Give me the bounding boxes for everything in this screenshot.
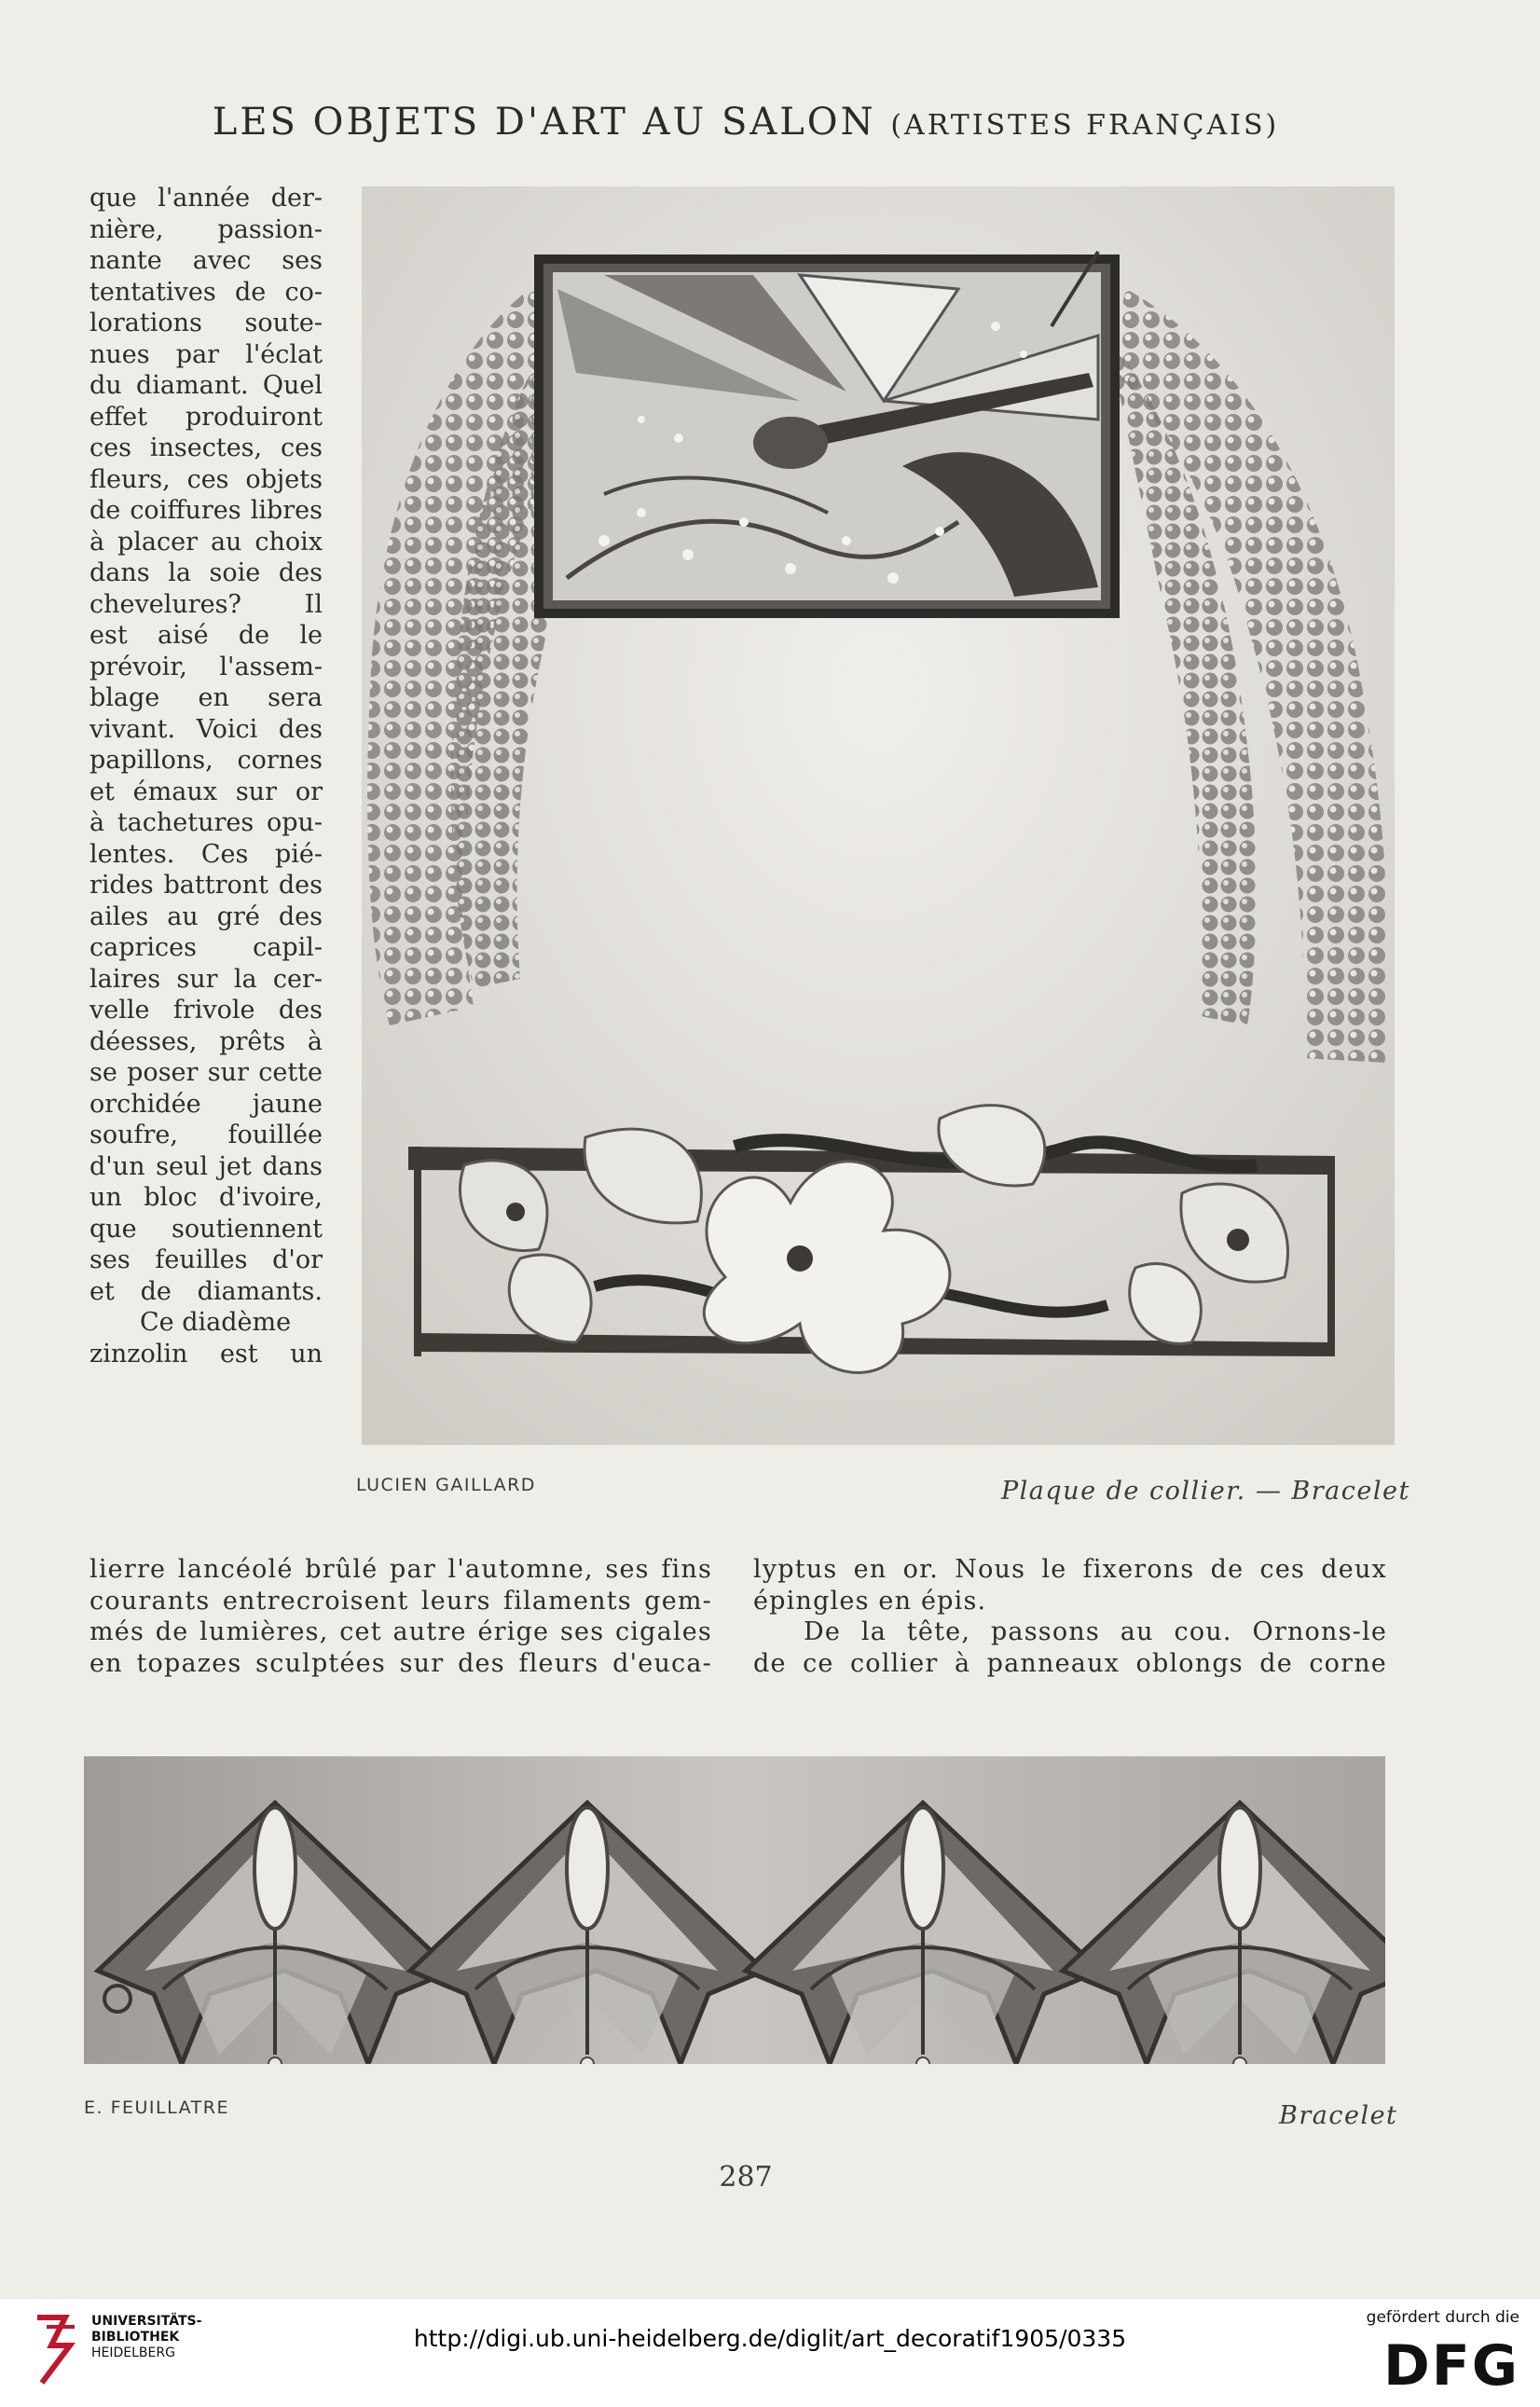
jewelry-photo-top xyxy=(362,186,1395,1445)
text-line: courants entrecroisent leurs filaments gem- xyxy=(89,1586,712,1616)
text-line: se poser sur cette xyxy=(89,1058,323,1087)
library-line1: UNIVERSITÄTS- xyxy=(91,2314,202,2329)
text-line: chevelures? Il xyxy=(89,589,323,619)
figure-top-credit: LUCIEN GAILLARD xyxy=(356,1475,536,1495)
text-line: blage en sera xyxy=(89,683,323,712)
funded-by-text: gefördert durch die xyxy=(1366,2308,1519,2327)
source-url[interactable]: http://digi.ub.uni-heidelberg.de/diglit/art_decoratif1905/0335 xyxy=(413,2325,1127,2352)
text-line: vivant. Voici des xyxy=(89,714,323,744)
text-line: caprices capil- xyxy=(89,933,323,962)
text-line: laires sur la cer- xyxy=(89,964,323,994)
text-line: Ce diadème xyxy=(140,1308,292,1337)
text-line: ailes au gré des xyxy=(89,901,323,931)
text-line: De la tête, passons au cou. Ornons-le xyxy=(804,1617,1387,1646)
page-title-main: LES OBJETS D'ART AU SALON xyxy=(212,101,876,144)
text-line: que soutiennent xyxy=(89,1214,323,1244)
text-line: de ce collier à panneaux oblongs de corne xyxy=(753,1648,1387,1678)
figure-bottom-caption: Bracelet xyxy=(1279,2101,1398,2130)
text-line: est aisé de le xyxy=(89,621,323,650)
text-line: déesses, prêts à xyxy=(89,1026,323,1056)
text-line: rides battront des xyxy=(89,871,323,900)
text-line: ces insectes, ces xyxy=(89,433,323,462)
left-text-column xyxy=(89,1554,712,1679)
text-line: et de diamants. xyxy=(89,1276,323,1306)
text-line: orchidée jaune xyxy=(89,1089,323,1119)
text-line: et émaux sur or xyxy=(89,777,323,806)
text-line: papillons, cornes xyxy=(89,746,323,775)
text-line: soufre, fouillée xyxy=(89,1121,323,1149)
right-text-column xyxy=(753,1554,1387,1679)
text-line: ses feuilles d'or xyxy=(89,1245,323,1274)
text-line: du diamant. Quel xyxy=(89,371,323,400)
text-line: nues par l'éclat xyxy=(89,339,323,369)
text-line: à placer au choix xyxy=(89,527,323,557)
figure-top-caption: Plaque de collier. — Bracelet xyxy=(1001,1477,1410,1506)
text-line: nière, passion- xyxy=(89,214,323,244)
jewelry-photo-bottom xyxy=(84,1756,1385,2064)
text-line: d'un seul jet dans xyxy=(89,1151,323,1181)
page-number: 287 xyxy=(719,2161,773,2194)
text-line: lyptus en or. Nous le fixerons de ces deux xyxy=(753,1555,1387,1584)
dfg-logo: DFG xyxy=(1382,2333,1519,2399)
text-line: un bloc d'ivoire, xyxy=(89,1183,323,1212)
text-line: velle frivole des xyxy=(89,996,323,1025)
text-line: lorations soute- xyxy=(89,309,323,337)
text-line: lentes. Ces pié- xyxy=(89,839,323,869)
text-line: à tachetures opu- xyxy=(89,808,323,837)
digitization-footer xyxy=(0,2299,1540,2407)
text-line: zinzolin est un xyxy=(89,1339,323,1369)
text-line: nante avec ses xyxy=(89,246,323,275)
figure-bottom-credit: E. FEUILLATRE xyxy=(84,2098,229,2118)
text-line: que l'année der- xyxy=(89,184,323,213)
text-line: tentatives de co- xyxy=(89,277,323,307)
page-title xyxy=(0,101,1492,144)
page-title-sub: (ARTISTES FRANÇAIS) xyxy=(890,109,1280,142)
text-line: de coiffures libres xyxy=(89,496,323,525)
text-line: prévoir, l'assem- xyxy=(89,652,323,681)
text-line: més de lumières, cet autre érige ses cigales xyxy=(89,1617,712,1646)
text-line: épingles en épis. xyxy=(753,1586,987,1616)
text-line: dans la soie des xyxy=(89,558,323,587)
text-line: lierre lancéolé brûlé par l'automne, ses fins xyxy=(89,1555,712,1584)
necklace-bracelet-illustration xyxy=(362,186,1395,1445)
bracelet-illustration xyxy=(84,1756,1385,2064)
library-line3: HEIDELBERG xyxy=(91,2345,175,2360)
text-line: effet produiront xyxy=(89,402,323,432)
text-line: fleurs, ces objets xyxy=(89,464,323,494)
library-line2: BIBLIOTHEK xyxy=(91,2330,180,2345)
text-line: en topazes sculptées sur des fleurs d'euca- xyxy=(89,1648,712,1678)
narrow-text-column xyxy=(89,183,323,1369)
